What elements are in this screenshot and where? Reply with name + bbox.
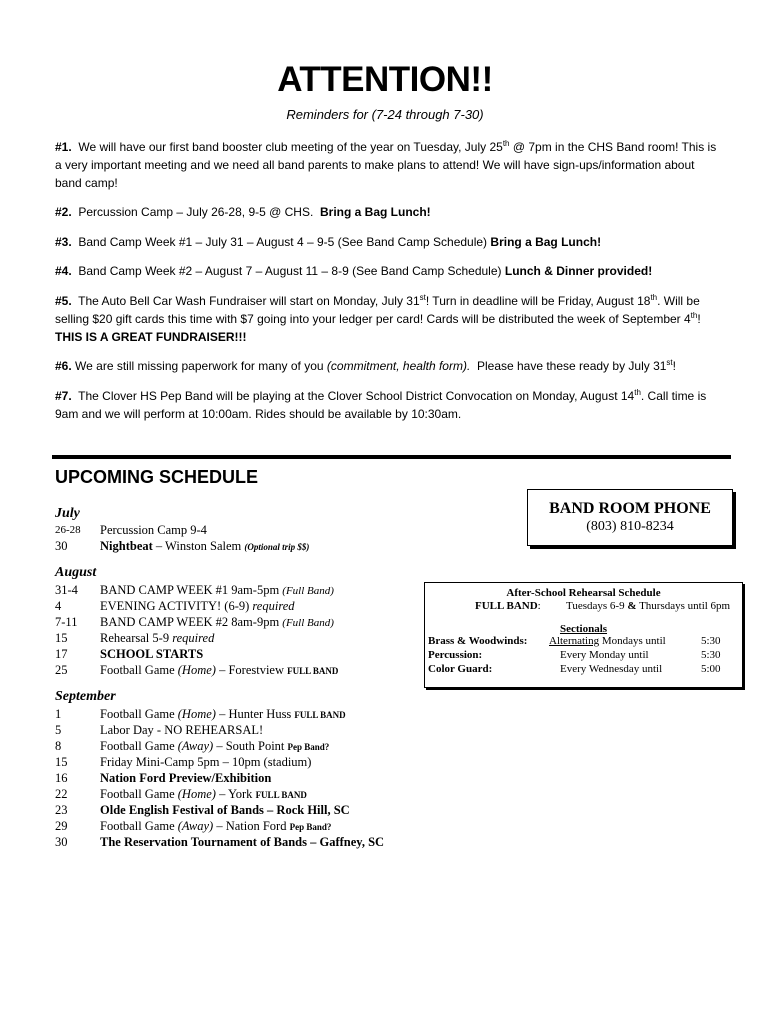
schedule-date: 30	[55, 835, 68, 849]
full-band-label-text: FULL BAND	[475, 600, 538, 612]
event-italic: (Full Band)	[282, 617, 334, 629]
reminder-text: The Clover HS Pep Band will be playing at the Clover School District Convocation on Monday, August 14	[78, 389, 635, 403]
schedule-date: 4	[55, 599, 62, 613]
sectional-row-brass	[428, 634, 738, 648]
reminder-6	[55, 357, 720, 375]
times-text: Thursdays until 6pm	[639, 600, 731, 612]
reminder-text: The Auto Bell Car Wash Fundraiser will start on Monday, July 31	[78, 294, 420, 308]
reminder-number: #1.	[55, 140, 72, 154]
reminder-text: ! Turn in deadline will be Friday, August 18	[425, 294, 651, 308]
reminder-text: @ 7pm in the CHS Band room! This is a very important meeting and we need all band parents to make plans to attend! We will have sign-ups/information about band camp!	[55, 140, 717, 190]
reminder-text: . Will be selling $20 gift cards this time with $7 going into your ledger per card! Cards will be distributed the week of September 4	[55, 294, 700, 326]
schedule-event	[100, 770, 271, 786]
phone-number: (803) 810-8234	[586, 519, 674, 534]
event-text: BAND CAMP WEEK #2 8am-9pm	[100, 615, 283, 629]
reminder-text: !	[672, 359, 676, 373]
reminder-number: #3.	[55, 235, 72, 249]
event-text: EVENING ACTIVITY! (6-9)	[100, 599, 253, 613]
sectional-label: Color Guard:	[428, 663, 493, 675]
reminder-text: . Call time is 9am and we will perform at 10:00am. Rides should be available by 10:30am.	[55, 389, 707, 421]
schedule-heading: UPCOMING SCHEDULE	[55, 467, 259, 487]
event-bold: Nation Ford Preview/Exhibition	[100, 771, 272, 785]
schedule-event	[100, 802, 350, 818]
schedule-date: 16	[55, 771, 68, 785]
event-italic: (Home)	[177, 787, 216, 801]
schedule-date: 7-11	[55, 615, 78, 629]
superscript: th	[502, 139, 510, 148]
schedule-event	[100, 630, 214, 646]
event-italic: required	[172, 631, 215, 645]
reminder-3	[55, 233, 720, 251]
month-label-july: July	[55, 506, 80, 521]
event-note: Pep Band?	[287, 742, 330, 752]
schedule-event	[100, 598, 295, 614]
underlined-text: Alternating	[549, 635, 600, 647]
reminder-number: #5.	[55, 294, 72, 308]
reminder-number: #7.	[55, 389, 72, 403]
schedule-event	[100, 722, 263, 738]
schedule-date: 23	[55, 803, 68, 817]
event-bold: The Reservation Tournament of Bands – Gaffney, SC	[100, 835, 385, 849]
sectional-time: 5:30	[701, 649, 721, 661]
month-label-september: September	[55, 689, 116, 704]
schedule-date: 15	[55, 755, 68, 769]
event-text: – South Point	[213, 739, 288, 753]
event-italic: (Away)	[177, 819, 214, 833]
reminder-4	[55, 262, 720, 280]
event-text: Labor Day - NO REHEARSAL!	[100, 723, 264, 737]
ampersand: &	[627, 600, 637, 612]
event-note: (Optional trip $$)	[244, 542, 310, 552]
page-title: ATTENTION!!	[277, 60, 493, 99]
schedule-event	[100, 818, 331, 835]
full-band-label	[475, 600, 541, 612]
section-divider	[52, 455, 731, 459]
event-italic: (Home)	[177, 707, 216, 721]
reminder-emphasis: THIS IS A GREAT FUNDRAISER!!!	[55, 330, 247, 344]
event-text: Football Game	[100, 787, 178, 801]
sectional-label: Brass & Woodwinds:	[428, 635, 528, 647]
superscript: th	[634, 388, 641, 397]
schedule-event	[100, 538, 309, 555]
event-text: – Forestview	[215, 663, 288, 677]
event-note: FULL BAND	[287, 666, 339, 676]
reminder-text: !	[697, 312, 701, 326]
reminder-text: Band Camp Week #1 – July 31 – August 4 – 9-5 (See Band Camp Schedule)	[78, 235, 488, 249]
reminder-text: We will have our first band booster club meeting of the year on Tuesday, July 25	[78, 140, 503, 154]
superscript: th	[650, 293, 658, 302]
schedule-date: 22	[55, 787, 68, 801]
sectional-schedule: Every Monday until	[560, 649, 649, 661]
superscript: th	[690, 311, 698, 320]
event-italic: (Away)	[177, 739, 214, 753]
sectional-time: 5:30	[701, 635, 721, 647]
event-italic: (Home)	[177, 663, 216, 677]
schedule-event	[100, 614, 334, 631]
event-bold: Olde English Festival of Bands – Rock Hill, SC	[100, 803, 350, 817]
reminder-2	[55, 203, 720, 221]
event-text: Football Game	[100, 819, 178, 833]
event-text: Percussion Camp 9-4	[100, 523, 207, 537]
event-text: – Nation Ford	[213, 819, 290, 833]
schedule-date: 29	[55, 819, 68, 833]
event-italic: required	[252, 599, 295, 613]
event-bold: SCHOOL STARTS	[100, 647, 204, 661]
schedule-event	[100, 706, 346, 723]
event-text: Football Game	[100, 663, 178, 677]
band-room-phone-box	[527, 489, 733, 546]
reminder-number: #2.	[55, 205, 72, 219]
event-text: – Winston Salem	[152, 539, 245, 553]
month-label-august: August	[55, 565, 97, 580]
reminder-1	[55, 138, 720, 192]
reminder-text: Please have these ready by July 31	[476, 359, 667, 373]
schedule-event	[100, 786, 307, 803]
schedule-event	[100, 754, 311, 770]
schedule-date: 30	[55, 539, 68, 553]
event-note: FULL BAND	[255, 790, 307, 800]
schedule-event	[100, 582, 334, 599]
schedule-date: 25	[55, 663, 68, 677]
reminder-emphasis: Bring a Bag Lunch!	[319, 205, 431, 219]
superscript: st	[666, 358, 673, 367]
sectional-row-color-guard	[428, 662, 738, 676]
event-italic: (Full Band)	[282, 585, 334, 597]
schedule-date: 5	[55, 723, 62, 737]
schedule-date: 31-4	[55, 583, 78, 597]
sectional-schedule: Every Wednesday until	[560, 663, 663, 675]
schedule-date: 15	[55, 631, 68, 645]
event-note: FULL BAND	[294, 710, 346, 720]
schedule-event	[100, 662, 338, 679]
event-text: Friday Mini-Camp 5pm – 10pm (stadium)	[100, 755, 312, 769]
schedule-date: 17	[55, 647, 68, 661]
schedule-event	[100, 522, 207, 538]
schedule-text: Mondays until	[599, 635, 666, 647]
schedule-date: 1	[55, 707, 62, 721]
reminder-text: Percussion Camp – July 26-28, 9-5 @ CHS.	[78, 205, 314, 219]
reminder-text: Band Camp Week #2 – August 7 – August 11 – 8-9 (See Band Camp Schedule)	[78, 264, 502, 278]
reminder-7	[55, 387, 720, 423]
event-note: Pep Band?	[289, 822, 332, 832]
event-text: Rehearsal 5-9	[100, 631, 173, 645]
page-subtitle: Reminders for (7-24 through 7-30)	[286, 107, 484, 122]
event-text: Football Game	[100, 739, 178, 753]
reminder-text: We are still missing paperwork for many of you	[75, 359, 324, 373]
sectional-time: 5:00	[701, 663, 721, 675]
sectional-schedule	[549, 634, 666, 648]
colon: :	[537, 600, 541, 612]
reminder-number: #4.	[55, 264, 72, 278]
times-text: Tuesdays 6-9	[566, 600, 625, 612]
event-text: BAND CAMP WEEK #1 9am-5pm	[100, 583, 283, 597]
phone-box-title: BAND ROOM PHONE	[549, 500, 711, 517]
reminder-number: #6.	[55, 359, 72, 373]
sectional-label: Percussion:	[428, 649, 483, 661]
rehearsal-schedule-box	[424, 582, 743, 688]
schedule-event	[100, 738, 329, 755]
event-text: – Hunter Huss	[215, 707, 295, 721]
reminder-italic: (commitment, health form).	[326, 359, 471, 373]
sectionals-heading: Sectionals	[559, 623, 608, 635]
event-text: Football Game	[100, 707, 178, 721]
schedule-event	[100, 834, 384, 850]
schedule-date: 26-28	[55, 524, 81, 536]
schedule-date: 8	[55, 739, 62, 753]
sectional-row-percussion	[428, 648, 738, 662]
rehearsal-box-title: After-School Rehearsal Schedule	[506, 587, 661, 599]
reminder-emphasis: Lunch & Dinner provided!	[504, 264, 653, 278]
reminder-5	[55, 292, 720, 346]
full-band-times	[566, 600, 730, 612]
event-bold: Nightbeat	[100, 539, 153, 553]
schedule-event	[100, 646, 203, 662]
superscript: st	[419, 293, 426, 302]
event-text: – York	[215, 787, 256, 801]
reminder-emphasis: Bring a Bag Lunch!	[490, 235, 602, 249]
